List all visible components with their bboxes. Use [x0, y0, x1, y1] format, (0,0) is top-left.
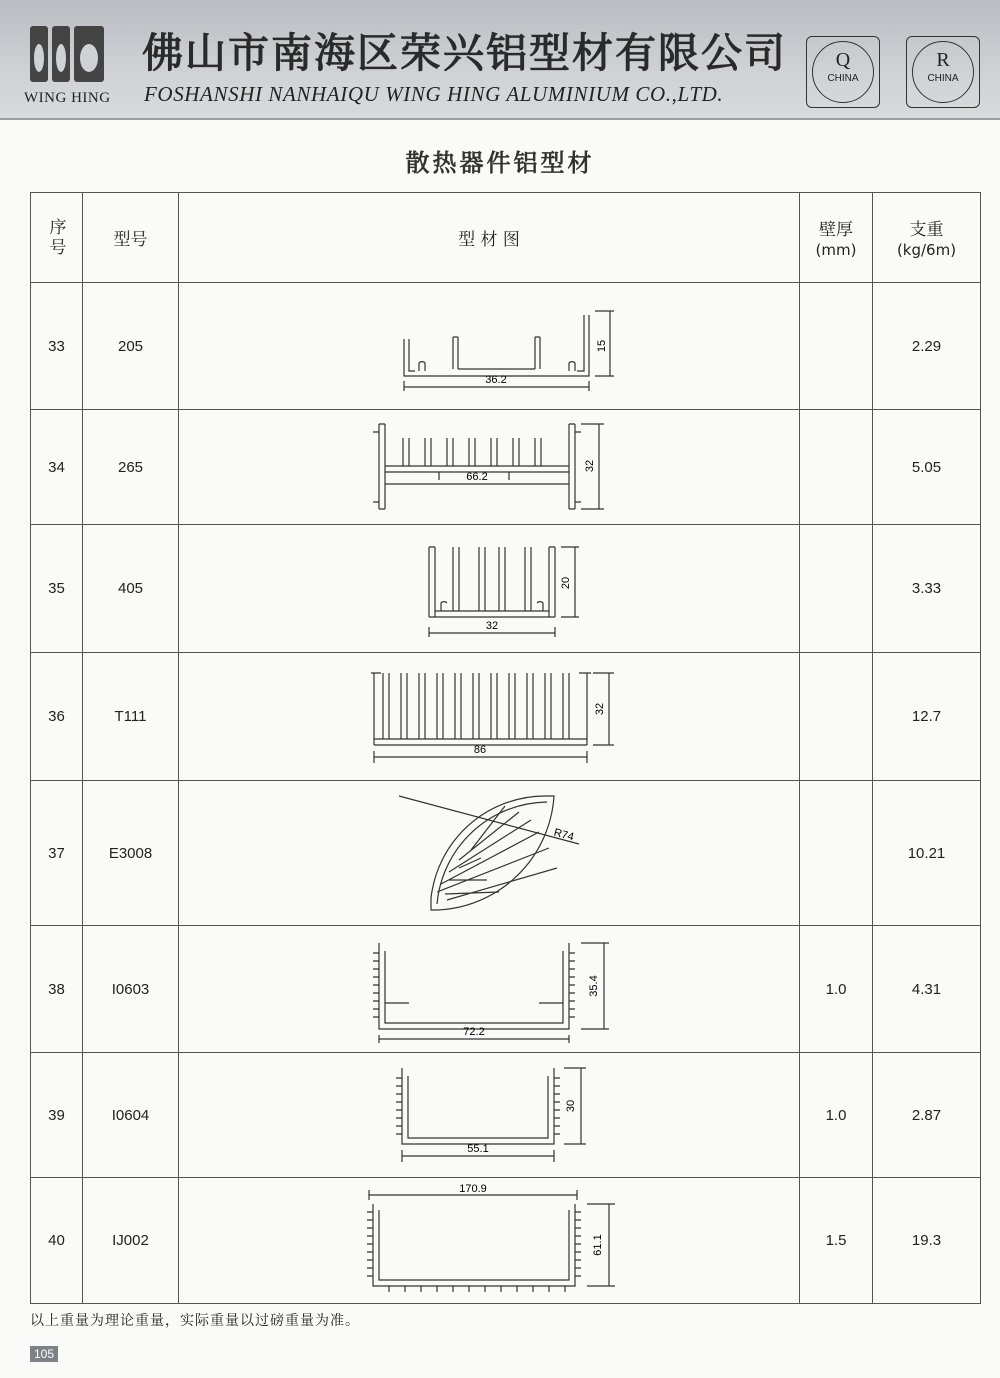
- wall-cell: [800, 653, 873, 781]
- drawing-cell: [179, 653, 800, 781]
- table-row: [31, 1178, 981, 1304]
- dim-height: 30: [565, 1099, 577, 1113]
- weight-cell: 5.05: [873, 410, 981, 525]
- drawing-cell: [179, 283, 800, 410]
- wall-cell: 1.0: [800, 1053, 873, 1178]
- seal-q-sub: CHINA: [827, 73, 859, 84]
- dim-width: 86: [473, 743, 487, 756]
- table-row: [31, 781, 981, 926]
- model-cell: E3008: [83, 781, 179, 926]
- drawing-cell: [179, 1178, 800, 1304]
- dim-width: 72.2: [463, 1026, 485, 1038]
- dim-width: 170.9: [459, 1182, 487, 1195]
- q-china-seal: [806, 36, 880, 108]
- wall-cell: [800, 781, 873, 926]
- weight-cell: 2.29: [873, 283, 981, 410]
- r-china-seal: [906, 36, 980, 108]
- dim-radius: R74: [552, 826, 576, 844]
- weight-cell: 19.3: [873, 1178, 981, 1304]
- weight-cell: 4.31: [873, 926, 981, 1053]
- drawing-cell: [179, 525, 800, 653]
- dim-width: 66.2: [466, 471, 488, 483]
- wall-cell: [800, 283, 873, 410]
- company-name-en: FOSHANSHI NANHAIQU WING HING ALUMINIUM CO.,LTD.: [144, 82, 724, 106]
- header-weight: 支重 (kg/6m): [873, 193, 981, 283]
- drawing-cell: [179, 1053, 800, 1178]
- wall-cell: 1.5: [800, 1178, 873, 1304]
- weight-cell: 2.87: [873, 1053, 981, 1178]
- footer-note: 以上重量为理论重量，实际重量以过磅重量为准。: [30, 1313, 360, 1329]
- weight-cell: 12.7: [873, 653, 981, 781]
- drawing-cell: [179, 410, 800, 525]
- weight-cell: 3.33: [873, 525, 981, 653]
- header-wall: 壁厚 (mm): [800, 193, 873, 283]
- profile-e3008-drawing: [389, 788, 589, 918]
- table-header-row: [31, 193, 981, 283]
- seq-cell: 38: [31, 926, 83, 1053]
- seq-cell: 33: [31, 283, 83, 410]
- profile-i0603-drawing: [359, 933, 619, 1045]
- model-cell: 205: [83, 283, 179, 410]
- header-model: 型号: [83, 193, 179, 283]
- table-row: [31, 653, 981, 781]
- seal-r-sub: CHINA: [927, 73, 959, 84]
- dim-width: 55.1: [467, 1143, 489, 1155]
- logo-text: WING HING: [24, 90, 111, 106]
- table-row: [31, 410, 981, 525]
- table-row: [31, 926, 981, 1053]
- dim-height: 20: [560, 576, 572, 589]
- wall-cell: [800, 410, 873, 525]
- profile-205-drawing: [359, 291, 619, 401]
- seq-cell: 39: [31, 1053, 83, 1178]
- page-title: 散热器件铝型材: [405, 149, 595, 177]
- seal-q-letter: Q: [835, 49, 851, 71]
- drawing-cell: [179, 781, 800, 926]
- company-name-cn: 佛山市南海区荣兴铝型材有限公司: [142, 29, 787, 77]
- seal-r-letter: R: [936, 49, 950, 71]
- model-cell: IJ002: [83, 1178, 179, 1304]
- seq-cell: 37: [31, 781, 83, 926]
- seq-cell: 40: [31, 1178, 83, 1304]
- dim-height: 15: [596, 339, 608, 353]
- dim-height: 61.1: [592, 1233, 604, 1256]
- dim-width: 32: [485, 619, 499, 632]
- model-cell: 405: [83, 525, 179, 653]
- profile-265-drawing: [359, 414, 619, 520]
- wall-cell: 1.0: [800, 926, 873, 1053]
- header-seq: 序号: [31, 193, 83, 283]
- dim-height: 32: [594, 702, 606, 715]
- dim-height: 32: [584, 459, 596, 473]
- company-logo-icon: [28, 24, 108, 84]
- profile-i0604-drawing: [374, 1060, 604, 1170]
- table-row: [31, 283, 981, 410]
- dim-width: 36.2: [485, 374, 507, 386]
- drawing-cell: [179, 926, 800, 1053]
- model-cell: T111: [83, 653, 179, 781]
- profile-405-drawing: [389, 533, 589, 645]
- profile-ij002-drawing: [339, 1182, 639, 1300]
- seq-cell: 36: [31, 653, 83, 781]
- page-number: 105: [30, 1346, 58, 1362]
- model-cell: 265: [83, 410, 179, 525]
- wall-cell: [800, 525, 873, 653]
- profile-t111-drawing: [359, 661, 619, 773]
- table-row: [31, 525, 981, 653]
- seq-cell: 35: [31, 525, 83, 653]
- weight-cell: 10.21: [873, 781, 981, 926]
- seq-cell: 34: [31, 410, 83, 525]
- page-header: [0, 0, 1000, 120]
- profile-spec-table: [30, 192, 981, 1304]
- model-cell: I0603: [83, 926, 179, 1053]
- dim-height: 35.4: [588, 975, 600, 997]
- header-drawing: 型 材 图: [179, 193, 800, 283]
- model-cell: I0604: [83, 1053, 179, 1178]
- table-row: [31, 1053, 981, 1178]
